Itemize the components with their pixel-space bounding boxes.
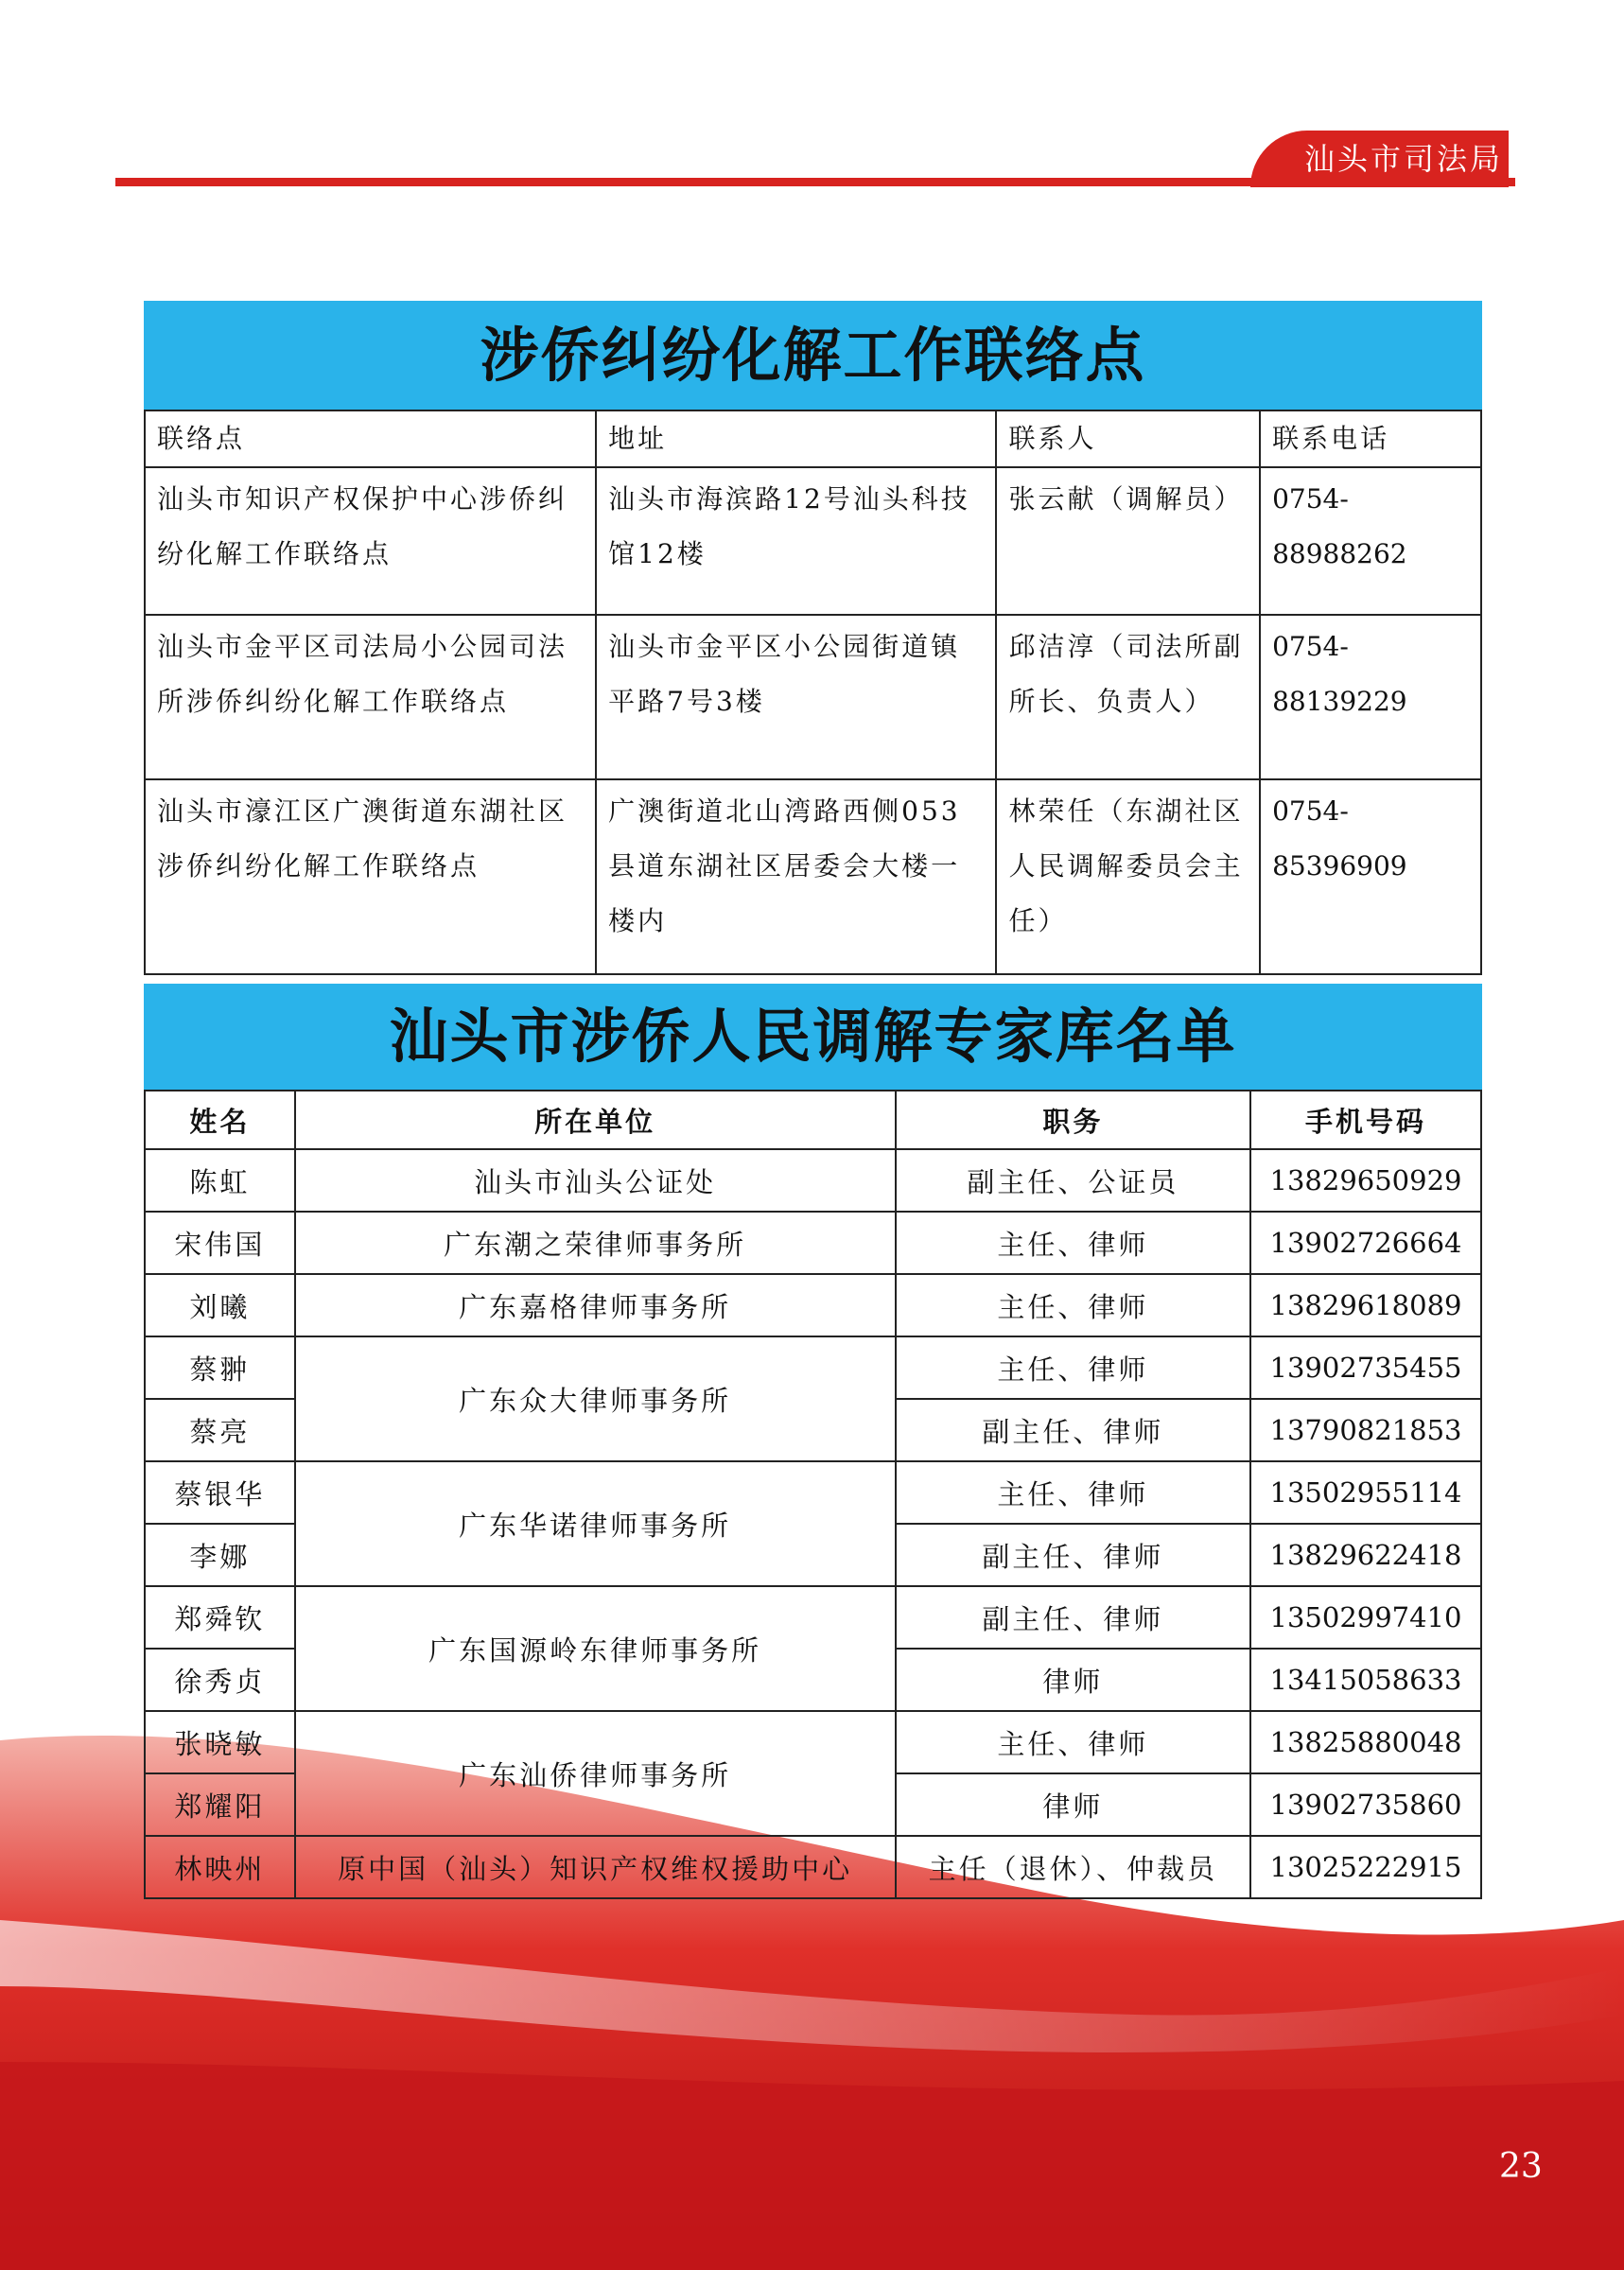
col-header: 手机号码 xyxy=(1250,1091,1481,1149)
cell-name: 蔡银华 xyxy=(145,1461,295,1524)
cell-mobile: 13902735860 xyxy=(1250,1773,1481,1836)
cell-phone: 0754-88139229 xyxy=(1260,615,1481,779)
cell-point: 汕头市金平区司法局小公园司法所涉侨纠纷化解工作联络点 xyxy=(145,615,596,779)
cell-title: 主任、律师 xyxy=(896,1336,1250,1399)
cell-title: 律师 xyxy=(896,1773,1250,1836)
col-header: 联络点 xyxy=(145,410,596,467)
cell-unit: 广东国源岭东律师事务所 xyxy=(295,1586,896,1711)
cell-unit: 原中国（汕头）知识产权维权援助中心 xyxy=(295,1836,896,1898)
header-org-tab: 汕头市司法局 xyxy=(1250,131,1509,187)
section2-title: 汕头市涉侨人民调解专家库名单 xyxy=(144,984,1482,1090)
cell-unit: 广东华诺律师事务所 xyxy=(295,1461,896,1586)
cell-contact: 林荣任（东湖社区人民调解委员会主任） xyxy=(996,779,1260,974)
cell-title: 律师 xyxy=(896,1649,1250,1711)
cell-mobile: 13902726664 xyxy=(1250,1212,1481,1274)
cell-title: 主任、律师 xyxy=(896,1461,1250,1524)
col-header: 联系人 xyxy=(996,410,1260,467)
col-header: 姓名 xyxy=(145,1091,295,1149)
cell-title: 副主任、律师 xyxy=(896,1586,1250,1649)
cell-title: 主任、律师 xyxy=(896,1212,1250,1274)
cell-name: 张晓敏 xyxy=(145,1711,295,1773)
cell-unit: 广东潮之荣律师事务所 xyxy=(295,1212,896,1274)
table-row xyxy=(145,1212,1481,1274)
table-row xyxy=(145,1461,1481,1524)
cell-mobile: 13025222915 xyxy=(1250,1836,1481,1898)
expert-list-table xyxy=(144,1090,1482,1899)
section1-title: 涉侨纠纷化解工作联络点 xyxy=(144,301,1482,410)
col-header: 职务 xyxy=(896,1091,1250,1149)
cell-mobile: 13829650929 xyxy=(1250,1149,1481,1212)
cell-contact: 邱洁淳（司法所副所长、负责人） xyxy=(996,615,1260,779)
cell-name: 陈虹 xyxy=(145,1149,295,1212)
cell-mobile: 13829622418 xyxy=(1250,1524,1481,1586)
cell-name: 刘曦 xyxy=(145,1274,295,1336)
table-row xyxy=(145,467,1481,615)
table-row xyxy=(145,1274,1481,1336)
table-row xyxy=(145,1711,1481,1773)
cell-contact: 张云献（调解员） xyxy=(996,467,1260,615)
cell-point: 汕头市濠江区广澳街道东湖社区涉侨纠纷化解工作联络点 xyxy=(145,779,596,974)
cell-name: 林映州 xyxy=(145,1836,295,1898)
cell-mobile: 13502955114 xyxy=(1250,1461,1481,1524)
cell-phone: 0754-88988262 xyxy=(1260,467,1481,615)
cell-unit: 广东嘉格律师事务所 xyxy=(295,1274,896,1336)
cell-title: 主任、律师 xyxy=(896,1274,1250,1336)
col-header: 所在单位 xyxy=(295,1091,896,1149)
cell-title: 副主任、律师 xyxy=(896,1399,1250,1461)
cell-name: 李娜 xyxy=(145,1524,295,1586)
cell-mobile: 13415058633 xyxy=(1250,1649,1481,1711)
table-row xyxy=(145,1586,1481,1649)
table-row xyxy=(145,1149,1481,1212)
table-header-row xyxy=(145,1091,1481,1149)
cell-unit: 汕头市汕头公证处 xyxy=(295,1149,896,1212)
table-row xyxy=(145,779,1481,974)
cell-mobile: 13502997410 xyxy=(1250,1586,1481,1649)
col-header: 地址 xyxy=(596,410,996,467)
page-number: 23 xyxy=(1499,2147,1543,2186)
cell-mobile: 13825880048 xyxy=(1250,1711,1481,1773)
table-row xyxy=(145,615,1481,779)
cell-title: 主任、律师 xyxy=(896,1711,1250,1773)
cell-point: 汕头市知识产权保护中心涉侨纠纷化解工作联络点 xyxy=(145,467,596,615)
cell-name: 郑舜钦 xyxy=(145,1586,295,1649)
table-row xyxy=(145,1836,1481,1898)
table-header-row xyxy=(145,410,1481,467)
cell-mobile: 13902735455 xyxy=(1250,1336,1481,1399)
cell-name: 蔡翀 xyxy=(145,1336,295,1399)
cell-title: 副主任、律师 xyxy=(896,1524,1250,1586)
cell-title: 主任（退休）、仲裁员 xyxy=(896,1836,1250,1898)
cell-mobile: 13790821853 xyxy=(1250,1399,1481,1461)
cell-phone: 0754-85396909 xyxy=(1260,779,1481,974)
cell-mobile: 13829618089 xyxy=(1250,1274,1481,1336)
table-row xyxy=(145,1336,1481,1399)
contact-points-table xyxy=(144,410,1482,975)
cell-name: 蔡亮 xyxy=(145,1399,295,1461)
cell-unit: 广东众大律师事务所 xyxy=(295,1336,896,1461)
cell-name: 徐秀贞 xyxy=(145,1649,295,1711)
col-header: 联系电话 xyxy=(1260,410,1481,467)
cell-name: 郑耀阳 xyxy=(145,1773,295,1836)
cell-address: 汕头市海滨路12号汕头科技馆12楼 xyxy=(596,467,996,615)
cell-name: 宋伟国 xyxy=(145,1212,295,1274)
cell-address: 汕头市金平区小公园街道镇平路7号3楼 xyxy=(596,615,996,779)
cell-title: 副主任、公证员 xyxy=(896,1149,1250,1212)
cell-unit: 广东汕侨律师事务所 xyxy=(295,1711,896,1836)
cell-address: 广澳街道北山湾路西侧053县道东湖社区居委会大楼一楼内 xyxy=(596,779,996,974)
